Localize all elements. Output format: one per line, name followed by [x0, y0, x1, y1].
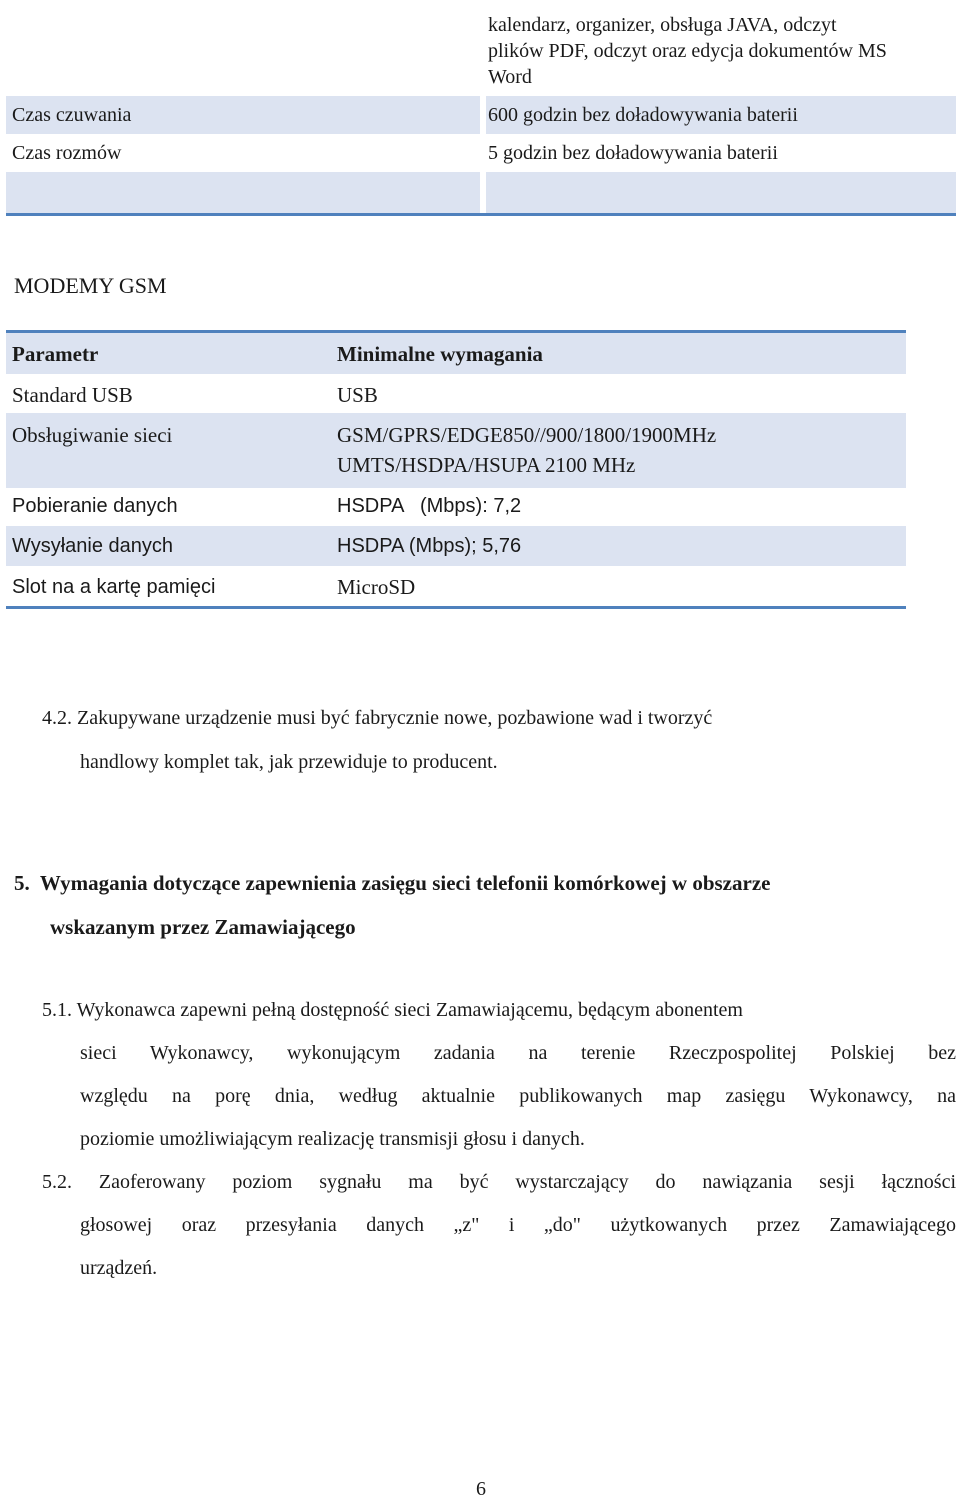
table-cell: Standard USB: [12, 383, 133, 407]
table-cell: USB: [337, 383, 378, 407]
section-5-heading: 5. Wymagania dotyczące zapewnienia zasięgu sieci telefonii komórkowej w obszarze wskazanym przez Zamawiającego: [14, 871, 771, 939]
table-cell: kalendarz, organizer, obsługa JAVA, odczyt plików PDF, odczyt oraz edycja dokumentów MS Word: [488, 14, 887, 88]
table-cell: Obsługiwanie sieci: [12, 423, 173, 447]
spec-table-top: [6, 0, 956, 216]
table-cell: GSM/GPRS/EDGE850//900/1800/1900MHz UMTS/HSDPA/HSUPA 2100 MHz: [337, 423, 717, 477]
table-cell: Pobieranie danych: [12, 495, 178, 517]
page-number: 6: [476, 1478, 486, 1500]
table-cell: HSDPA (Mbps); 5,76: [337, 535, 522, 557]
table-cell: Slot na a kartę pamięci: [12, 576, 216, 598]
paragraph-4-2: 4.2. Zakupywane urządzenie musi być fabrycznie nowe, pozbawione wad i tworzyć handlowy komplet tak, jak przewiduje to producent.: [42, 707, 713, 773]
table-cell: MicroSD: [337, 575, 416, 599]
column-header: Parametr: [12, 342, 99, 366]
paragraph-5-1: 5.1. Wykonawca zapewni pełną dostępność sieci Zamawiającemu, będącym abonentem sieci Wykonawcy, wykonującym zadania na terenie Rzeczpospolitej Polskiej bez względu na porę dnia, według aktualnie publikowanych map zasięgu Wykonawcy, na poziomie umożliwiającym realizację transmisji głosu i danych.: [42, 999, 956, 1150]
table-cell: Czas czuwania: [12, 104, 132, 126]
table-cell: Wysyłanie danych: [12, 535, 174, 557]
table-cell: 5 godzin bez doładowywania baterii: [488, 142, 778, 164]
column-header: Minimalne wymagania: [337, 342, 543, 366]
section-heading: MODEMY GSM: [14, 273, 167, 298]
table-cell: Czas rozmów: [12, 142, 122, 164]
table-cell: HSDPA (Mbps): 7,2: [337, 495, 522, 517]
table-cell: 600 godzin bez doładowywania baterii: [488, 104, 798, 126]
paragraph-5-2: 5.2. Zaoferowany poziom sygnału ma być wystarczający do nawiązania sesji łączności głosowej oraz przesyłania danych „z" i „do" użytkowanych przez Zamawiającego urządzeń.: [42, 1171, 956, 1279]
